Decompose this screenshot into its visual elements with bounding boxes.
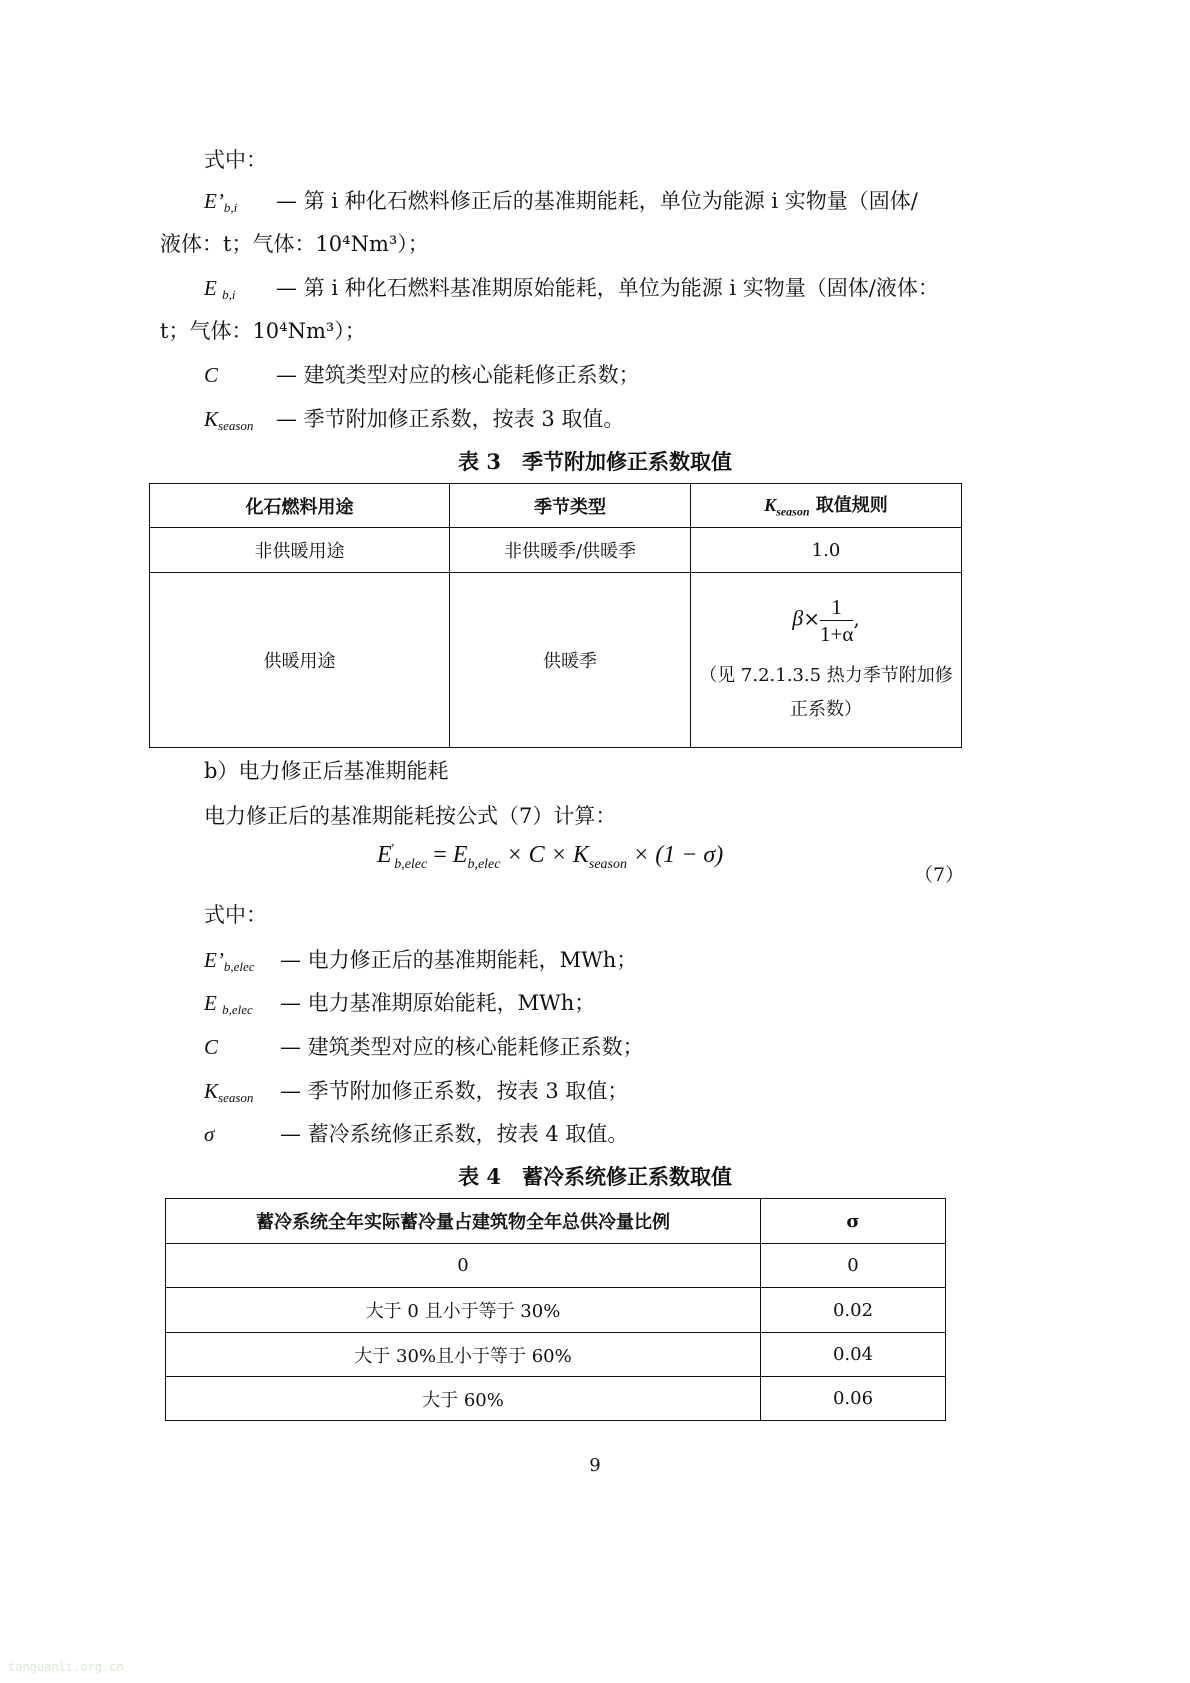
- table-cell: 大于 60%: [166, 1377, 761, 1421]
- table-cell: 0.06: [761, 1377, 946, 1421]
- kseason-formula: β× $\frac{1}{1+\alpha}$ ,: [792, 594, 860, 646]
- def-symbol: σ: [204, 1122, 215, 1146]
- watermark: tanguanli.org.cn: [8, 1660, 124, 1674]
- table-cell: 供暖季: [450, 573, 691, 748]
- header-cell: 蓄冷系统全年实际蓄冷量占建筑物全年总供冷量比例: [166, 1199, 761, 1244]
- table4: [165, 1198, 946, 1421]
- table-header-row: [150, 484, 962, 528]
- where-label-2: 式中：: [204, 903, 267, 927]
- section-intro: 电力修正后的基准期能耗按公式（7）计算：: [204, 804, 617, 828]
- table-cell: 供暖用途: [150, 573, 450, 748]
- where-label-1: 式中：: [204, 148, 267, 172]
- def-description: — 第 i 种化石燃料修正后的基准期能耗，单位为能源 i 实物量（固体/: [276, 189, 918, 213]
- table-cell: 大于 0 且小于等于 30%: [166, 1288, 761, 1333]
- table-cell: 非供暖用途: [150, 528, 450, 573]
- def-description: — 建筑类型对应的核心能耗修正系数；: [280, 1035, 644, 1059]
- table-cell-formula: [691, 573, 962, 748]
- section-heading: b）电力修正后基准期能耗: [204, 759, 449, 783]
- def-symbol: C: [204, 1035, 219, 1059]
- table4-caption: 表 4 蓄冷系统修正系数取值: [458, 1164, 732, 1189]
- def-symbol: $E’_{b,elec}$: [204, 948, 255, 974]
- def-description: — 建筑类型对应的核心能耗修正系数；: [276, 363, 640, 387]
- table-cell: 0.04: [761, 1333, 946, 1377]
- equation-7: $E'_{b,elec} = E_{b,elec} \times C \times K_{season} \times (1 - \sigma)$: [377, 842, 724, 872]
- header-cell: $K_{season}$ 取值规则: [691, 484, 962, 528]
- table-cell: 1.0: [691, 528, 962, 573]
- def-symbol: $E’_{b,i}$: [204, 189, 238, 215]
- table-row: [166, 1377, 946, 1421]
- table-row: [150, 573, 962, 748]
- def-description: — 电力基准期原始能耗，MWh；: [280, 991, 596, 1015]
- table-row: [166, 1288, 946, 1333]
- def-symbol: E $_{b,elec}$: [204, 991, 253, 1017]
- def-description: — 电力修正后的基准期能耗，MWh；: [280, 948, 638, 972]
- table3: [149, 483, 962, 748]
- def-description-cont: t；气体：10⁴Nm³）；: [160, 319, 366, 343]
- table-cell: 0: [166, 1244, 761, 1288]
- table-row: [150, 528, 962, 573]
- table-cell: 0: [761, 1244, 946, 1288]
- def-symbol: E $_{b,i}$: [204, 276, 236, 302]
- def-symbol: C: [204, 363, 219, 387]
- def-description: — 第 i 种化石燃料基准期原始能耗，单位为能源 i 实物量（固体/液体：: [276, 276, 939, 300]
- def-symbol: $K_{season}$: [204, 407, 254, 433]
- table-row: [166, 1244, 946, 1288]
- def-symbol: $K_{season}$: [204, 1079, 254, 1105]
- formula-note: （见 7.2.1.3.5 热力季节附加修: [699, 664, 953, 686]
- def-description: — 季节附加修正系数，按表 3 取值。: [276, 407, 625, 431]
- header-cell: 化石燃料用途: [150, 484, 450, 528]
- equation-number: （7）: [914, 864, 965, 886]
- formula-note: 正系数）: [790, 698, 862, 720]
- table-header-row: [166, 1199, 946, 1244]
- table-row: [166, 1333, 946, 1377]
- table-cell: 0.02: [761, 1288, 946, 1333]
- def-description: — 季节附加修正系数，按表 3 取值；: [280, 1079, 629, 1103]
- def-description: — 蓄冷系统修正系数，按表 4 取值。: [280, 1122, 629, 1146]
- table-cell: 大于 30%且小于等于 60%: [166, 1333, 761, 1377]
- header-cell: 季节类型: [450, 484, 691, 528]
- fraction: $\frac{1}{1+\alpha}$: [820, 594, 854, 646]
- header-cell: σ: [761, 1199, 946, 1244]
- table-cell: 非供暖季/供暖季: [450, 528, 691, 573]
- table3-caption: 表 3 季节附加修正系数取值: [458, 449, 732, 474]
- page-number: 9: [589, 1455, 601, 1476]
- def-description-cont: 液体：t；气体：10⁴Nm³）；: [160, 232, 429, 256]
